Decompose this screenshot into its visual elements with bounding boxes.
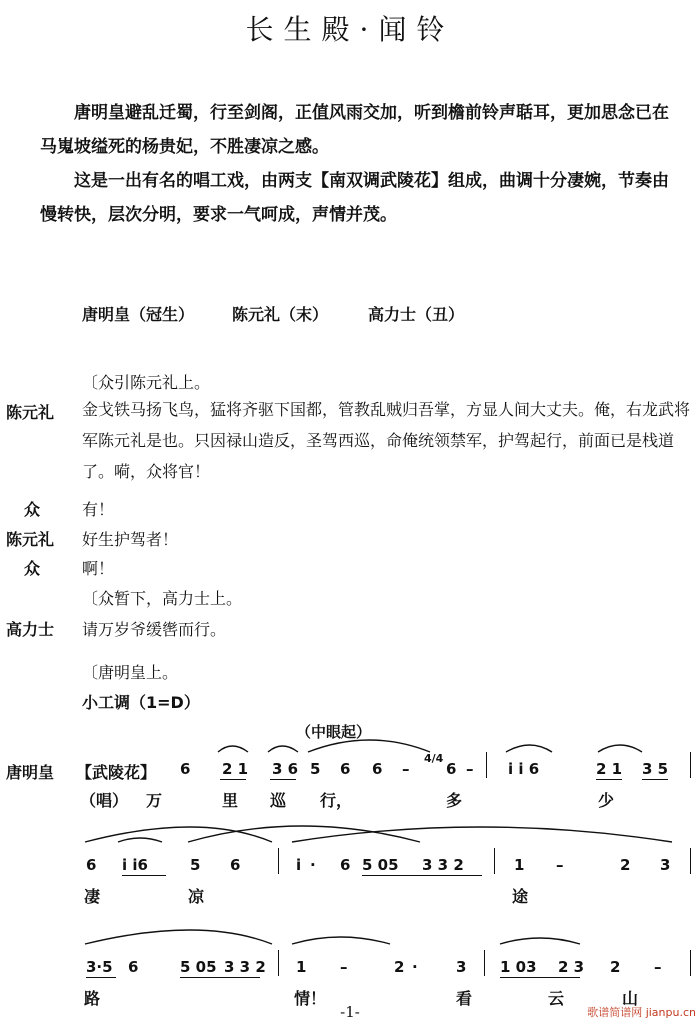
page-title: 长生殿·闻铃 — [245, 13, 455, 46]
speech-text: 好生护驾者！ — [82, 530, 179, 549]
speech-text: 金戈铁马扬飞鸟，猛将齐驱下国都，管教乱贼归吾掌，方显人间大丈夫。俺，右龙武将军陈元礼是也。只因禄山造反，圣驾西巡，命俺统领禁军，护驾起行，前面已是栈道了。嗬，众将官！ — [82, 400, 691, 481]
speech-text: 请万岁爷缓辔而行。 — [82, 620, 227, 639]
role-label: 众 — [24, 500, 41, 519]
watermark: 歌谱简谱网 jianpu.cn — [587, 1006, 696, 1019]
intro-paragraph-1: 唐明皇避乱迁蜀，行至剑阁，正值风雨交加，听到檐前铃声聒耳，更加思念已在马嵬坡缢死的杨贵妃，不胜凄凉之感。 — [40, 103, 669, 157]
cast-gao-lishi: 高力士（丑） — [368, 305, 465, 324]
key-signature: 小工调（1=D） — [82, 693, 200, 712]
sing-mark: （唱） — [80, 791, 129, 810]
stage-direction: 〔众暂下，高力士上。 — [82, 589, 243, 608]
role-label: 众 — [24, 559, 41, 578]
stage-direction: 〔唐明皇上。 — [82, 663, 179, 682]
stage-direction: 〔众引陈元礼上。 — [82, 373, 211, 392]
speech-text: 有！ — [82, 500, 115, 519]
role-label: 陈元礼 — [6, 530, 55, 549]
qupai-label: 【武陵花】 — [76, 763, 157, 782]
speech-text: 啊！ — [82, 559, 115, 578]
role-label: 陈元礼 — [6, 403, 55, 422]
singer-label: 唐明皇 — [6, 763, 55, 782]
role-label: 高力士 — [6, 620, 55, 639]
page-number: -1- — [340, 1003, 360, 1021]
tempo-mark: （中眼起） — [296, 723, 372, 741]
cast-tang-minghuang: 唐明皇（冠生） — [82, 305, 195, 324]
intro-paragraph-2: 这是一出有名的唱工戏，由两支【南双调武陵花】组成，曲调十分凄婉，节奏由慢转快，层次分明，要求一气呵成，声情并茂。 — [40, 171, 669, 225]
cast-chen-yuanli: 陈元礼（末） — [232, 305, 329, 324]
time-signature: 4/4 — [424, 752, 444, 765]
